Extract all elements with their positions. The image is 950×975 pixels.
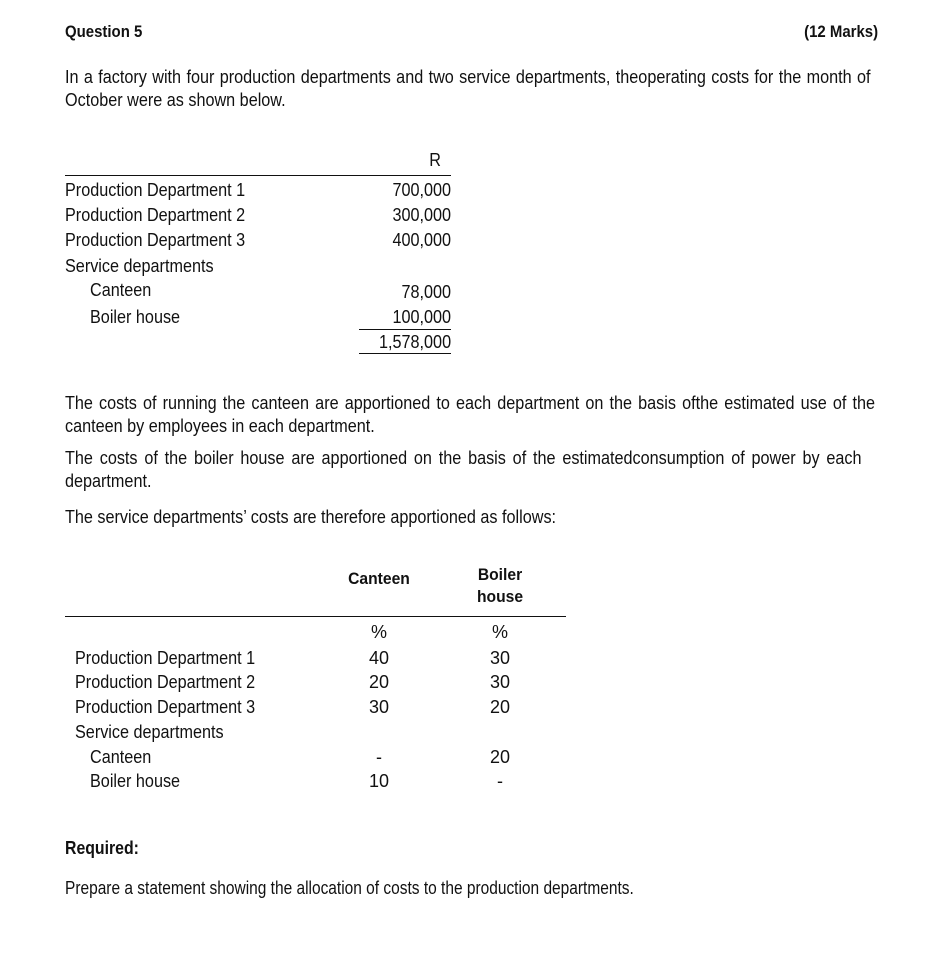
boiler-value: 20 [489,697,511,717]
boiler-value: 30 [489,672,511,692]
canteen-value: 40 [368,648,390,668]
required-heading: Required: [65,838,139,858]
canteen-basis-paragraph: The costs of running the canteen are apportioned to each department on the basis ofthe estimated use of the canteen by employees in each department. [65,393,875,436]
apportion-row-label: Boiler house [90,771,181,791]
boiler-unit: % [491,622,508,642]
canteen-unit: % [370,622,387,642]
apportion-row-label: Production Department 2 [75,672,256,692]
cost-row-value: 100,000 [392,307,451,327]
intro-paragraph: In a factory with four production departments and two service departments, theoperating costs for the month of October were as shown below. [65,67,871,110]
cost-table-top-rule [65,175,451,176]
boiler-value: - [497,771,503,791]
apportion-row-label: Canteen [90,747,152,767]
apportion-row-label: Production Department 3 [75,697,256,717]
canteen-value: 30 [368,697,390,717]
cost-row-label: Boiler house [90,307,181,327]
boiler-col-header-line2: house [476,587,524,606]
cost-row-label: Production Department 2 [65,205,246,225]
apportion-row-label: Production Department 1 [75,648,256,668]
apportion-row-label: Service departments [75,722,224,742]
canteen-value: 20 [368,672,390,692]
cost-row-label: Service departments [65,256,214,276]
boiler-col-header-line1: Boiler [477,565,523,584]
required-text: Prepare a statement showing the allocation of costs to the production departments. [65,878,634,898]
cost-row-value: 78,000 [401,282,451,302]
boiler-value: 20 [489,747,511,767]
apportion-table-top-rule [65,616,566,617]
cost-total: 1,578,000 [378,332,451,352]
cost-row-label: Production Department 1 [65,180,246,200]
boiler-value: 30 [489,648,511,668]
question-marks: (12 Marks) [803,22,878,41]
cost-row-value: 300,000 [392,205,451,225]
cost-row-label: Canteen [90,280,152,300]
total-rule [359,353,451,354]
apportion-intro-paragraph: The service departments’ costs are therefore apportioned as follows: [65,507,557,527]
question-title: Question 5 [65,22,143,41]
cost-row-value: 700,000 [392,180,451,200]
canteen-value: 10 [368,771,390,791]
cost-row-value: 400,000 [392,230,451,250]
canteen-col-header: Canteen [348,569,410,588]
currency-header: R [429,150,441,170]
canteen-value: - [376,747,382,767]
boiler-basis-paragraph: The costs of the boiler house are apportioned on the basis of the estimatedconsumption of power by each department. [65,448,862,491]
cost-row-label: Production Department 3 [65,230,246,250]
